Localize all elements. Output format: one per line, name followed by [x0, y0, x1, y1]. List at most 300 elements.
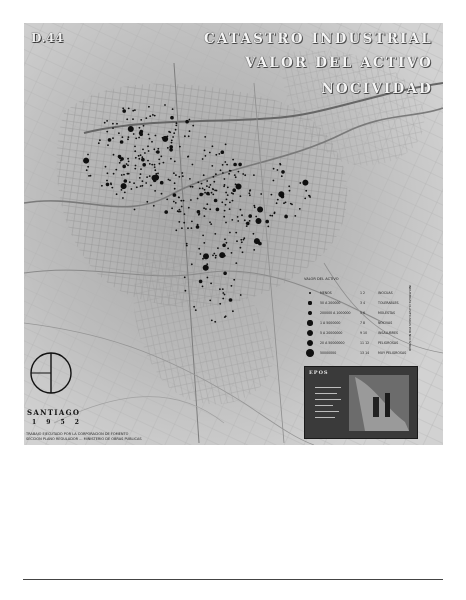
factory-dot: [128, 108, 130, 110]
legend-label: MOLESTAS: [378, 311, 395, 315]
factory-dot: [238, 171, 240, 173]
north-arrow-icon: [28, 350, 74, 396]
factory-dot: [147, 145, 149, 147]
factory-dot: [199, 188, 201, 190]
map-plate: [24, 23, 443, 445]
factory-dot: [167, 147, 169, 149]
credit-line-1: TRABAJO EJECUTADO POR LA CORPORACION DE FOMENTO: [26, 432, 129, 436]
legend-row: [304, 339, 424, 348]
legend-dot-icon: [308, 301, 311, 304]
legend-class: 9 10: [360, 331, 368, 335]
factory-dot: [215, 154, 217, 156]
factory-dot: [185, 120, 189, 124]
legend-label: INOCUAS: [378, 291, 393, 295]
inset-map: [304, 366, 418, 439]
factory-dot: [171, 140, 173, 142]
credit-line-2: SECCION PLANO REGULADOR ... MINISTERIO DE OBRAS PUBLICAS: [26, 437, 142, 441]
factory-dot: [135, 165, 137, 167]
factory-dot: [184, 135, 186, 137]
factory-dot: [249, 190, 251, 192]
factory-dot: [136, 186, 138, 188]
factory-dot: [106, 120, 108, 122]
factory-dot: [236, 240, 238, 242]
page-rule: [23, 579, 443, 580]
factory-dot: [107, 144, 109, 146]
factory-dot: [202, 193, 204, 195]
factory-dot: [302, 180, 308, 186]
factory-dot: [205, 208, 207, 210]
factory-dot: [174, 161, 176, 163]
factory-dot: [201, 183, 203, 185]
factory-dot: [127, 173, 129, 175]
factory-dot: [190, 186, 192, 188]
factory-dot: [142, 149, 144, 151]
factory-dot: [134, 168, 136, 170]
factory-dot: [153, 148, 155, 150]
factory-dot: [213, 253, 215, 255]
factory-dot: [229, 208, 231, 210]
factory-dot: [140, 168, 142, 170]
legend-class: 5 6: [360, 311, 366, 315]
factory-dot: [215, 173, 217, 175]
factory-dot: [120, 140, 124, 144]
factory-dot: [182, 175, 184, 177]
factory-dot: [253, 249, 255, 251]
factory-dot: [122, 165, 126, 169]
factory-dot: [175, 229, 177, 231]
factory-dot: [253, 174, 255, 176]
factory-dot: [283, 202, 285, 204]
factory-dot: [227, 248, 229, 250]
factory-dot: [169, 179, 171, 181]
factory-dot: [180, 211, 182, 213]
factory-dot: [235, 183, 237, 185]
factory-dot: [206, 180, 208, 182]
factory-dot: [111, 187, 113, 189]
factory-dot: [164, 104, 166, 106]
factory-dot: [173, 193, 177, 197]
factory-dot: [196, 225, 200, 229]
factory-dot: [106, 180, 108, 182]
factory-dot: [281, 170, 285, 174]
legend-label: TOLERABLES: [378, 301, 399, 305]
factory-dot: [281, 175, 283, 177]
factory-dot: [232, 193, 234, 195]
legend-row: [304, 319, 424, 328]
factory-dot: [106, 183, 110, 187]
factory-dot: [124, 192, 126, 194]
factory-dot: [273, 180, 275, 182]
factory-dot: [225, 222, 227, 224]
factory-dot: [229, 202, 231, 204]
factory-dot: [309, 196, 311, 198]
factory-dot: [215, 255, 217, 257]
legend-label: PELIGROSAS: [378, 341, 399, 345]
legend-row: [304, 329, 424, 338]
factory-dot: [175, 174, 177, 176]
factory-dot: [134, 150, 136, 152]
factory-dot: [208, 194, 210, 196]
factory-dot: [171, 142, 173, 144]
factory-dot: [178, 176, 180, 178]
factory-dot: [186, 243, 188, 245]
factory-dot: [224, 294, 226, 296]
factory-dot: [280, 164, 282, 166]
plate-number: D.44: [31, 31, 64, 45]
legend-class: 1 2: [360, 291, 366, 295]
factory-dot: [191, 227, 193, 229]
factory-dot: [151, 164, 153, 166]
factory-dot: [181, 172, 183, 174]
factory-dot: [153, 205, 155, 207]
factory-dot: [225, 192, 227, 194]
factory-dot: [122, 197, 124, 199]
factory-dot: [191, 263, 193, 265]
factory-dot: [155, 173, 157, 175]
factory-dot: [240, 209, 242, 211]
factory-dot: [240, 247, 242, 249]
factory-dot: [118, 132, 120, 134]
factory-dot: [161, 193, 163, 195]
factory-dot: [289, 190, 291, 192]
legend-class: 11 12: [360, 341, 370, 345]
factory-dot: [113, 173, 115, 175]
factory-dot: [101, 185, 103, 187]
factory-dot: [203, 265, 209, 271]
factory-dot: [242, 251, 244, 253]
factory-dot: [189, 130, 191, 132]
factory-dot: [113, 154, 115, 156]
factory-dot: [197, 224, 199, 226]
factory-dot: [163, 162, 165, 164]
factory-dot: [260, 193, 262, 195]
factory-dot: [232, 159, 234, 161]
factory-dot: [154, 169, 156, 171]
factory-dot: [210, 283, 212, 285]
factory-dot: [276, 202, 278, 204]
map-title-line-3: NOCIVIDAD: [321, 81, 433, 97]
factory-dot: [224, 161, 226, 163]
factory-dot: [199, 213, 201, 215]
factory-dot: [180, 200, 182, 202]
legend-value: 20 A 50000000: [320, 341, 345, 345]
factory-dot: [176, 122, 178, 124]
factory-dot: [209, 221, 211, 223]
factory-dot: [157, 148, 159, 150]
factory-dot: [211, 320, 213, 322]
factory-dot: [235, 176, 237, 178]
factory-dot: [213, 176, 215, 178]
factory-dot: [203, 174, 205, 176]
factory-dot: [231, 252, 233, 254]
factory-dot: [234, 174, 236, 176]
factory-dot: [131, 188, 133, 190]
factory-dot: [242, 173, 244, 175]
factory-dot: [226, 199, 228, 201]
factory-dot: [149, 138, 151, 140]
factory-dot: [121, 174, 123, 176]
factory-dot: [189, 119, 191, 121]
factory-dot: [164, 210, 168, 214]
factory-dot: [186, 245, 188, 247]
factory-dot: [122, 136, 124, 138]
factory-dot: [271, 194, 273, 196]
factory-dot: [126, 118, 128, 120]
factory-dot: [154, 190, 156, 192]
factory-dot: [138, 158, 140, 160]
factory-dot: [229, 298, 233, 302]
factory-dot: [273, 168, 275, 170]
factory-dot: [214, 321, 216, 323]
factory-dot: [244, 174, 246, 176]
factory-dot: [134, 109, 136, 111]
factory-dot: [170, 158, 172, 160]
factory-dot: [129, 181, 131, 183]
factory-dot: [141, 156, 143, 158]
factory-dot: [235, 262, 237, 264]
factory-dot: [241, 241, 243, 243]
factory-dot: [138, 155, 140, 157]
factory-dot: [218, 153, 220, 155]
legend-label: MUY PELIGROSAS: [378, 351, 407, 355]
factory-dot: [219, 303, 221, 305]
factory-dot: [216, 208, 220, 212]
factory-dot: [99, 139, 101, 141]
factory-dot: [222, 288, 224, 290]
factory-dot: [222, 244, 226, 248]
factory-dot: [104, 122, 106, 124]
factory-dot: [134, 209, 136, 211]
factory-dot: [127, 158, 129, 160]
factory-dot: [166, 199, 168, 201]
factory-dot: [145, 182, 147, 184]
legend-dot-icon: [309, 292, 311, 294]
factory-dot: [112, 137, 114, 139]
factory-dot: [115, 169, 117, 171]
factory-dot: [112, 127, 114, 129]
factory-dot: [248, 192, 250, 194]
factory-dot: [249, 220, 251, 222]
factory-dot: [172, 136, 174, 138]
factory-dot: [199, 280, 203, 284]
factory-dot: [214, 233, 216, 235]
factory-dot: [175, 125, 177, 127]
legend-value: 5 A 20000000: [320, 331, 343, 335]
factory-dot: [227, 194, 229, 196]
factory-dot: [217, 247, 219, 249]
factory-dot: [88, 175, 90, 177]
factory-dot: [208, 186, 210, 188]
year-label: 1 9 5 2: [32, 419, 83, 426]
factory-dot: [294, 215, 296, 217]
factory-dot: [143, 125, 145, 127]
factory-dot: [140, 173, 142, 175]
factory-dot: [142, 185, 144, 187]
factory-dot: [231, 219, 233, 221]
factory-dot: [224, 316, 226, 318]
factory-dot: [175, 202, 177, 204]
factory-dot: [240, 239, 242, 241]
factory-dot: [215, 257, 217, 259]
factory-dot: [148, 150, 150, 152]
map-title-line-1: CATASTRO INDUSTRIAL: [204, 31, 433, 47]
factory-dot: [119, 162, 121, 164]
factory-dot: [240, 195, 242, 197]
factory-dot: [271, 215, 273, 217]
factory-dot: [105, 166, 107, 168]
city-label: SANTIAGO: [27, 408, 81, 417]
factory-dot: [224, 210, 226, 212]
factory-dot: [192, 164, 194, 166]
factory-dot: [168, 179, 170, 181]
factory-dot: [184, 213, 186, 215]
factory-dot: [128, 136, 130, 138]
factory-dot: [183, 200, 185, 202]
factory-dot: [235, 232, 237, 234]
factory-dot: [139, 131, 143, 135]
factory-dot: [238, 163, 242, 167]
factory-dot: [304, 198, 306, 200]
legend-dot-icon: [306, 349, 314, 357]
factory-dot: [140, 119, 142, 121]
factory-dot: [126, 163, 128, 165]
factory-dot: [122, 109, 126, 113]
factory-dot: [107, 172, 109, 174]
factory-dot: [148, 106, 150, 108]
factory-dot: [233, 163, 237, 167]
factory-dot: [169, 145, 173, 149]
factory-dot: [224, 255, 226, 257]
legend-dot-icon: [307, 330, 313, 336]
factory-dot: [222, 292, 224, 294]
factory-dot: [149, 175, 151, 177]
legend-value: 50 A 200000: [320, 301, 341, 305]
factory-dot: [147, 160, 149, 162]
factory-dot: [229, 232, 231, 234]
legend-dot-icon: [307, 320, 312, 325]
factory-dot: [299, 182, 301, 184]
factory-dot: [204, 136, 206, 138]
factory-dot: [243, 237, 245, 239]
factory-dot: [197, 198, 199, 200]
factory-dot: [224, 238, 226, 240]
legend-dot-icon: [308, 311, 312, 315]
legend-heading: VALOR DEL ACTIVO: [304, 277, 339, 281]
factory-dot: [249, 194, 251, 196]
factory-dot: [108, 138, 112, 142]
factory-dot: [204, 192, 206, 194]
factory-dot: [133, 182, 135, 184]
factory-dot: [142, 163, 146, 167]
factory-dot: [200, 253, 202, 255]
legend-label: INSALUBRES: [378, 331, 398, 335]
factory-dot: [237, 220, 239, 222]
factory-dot: [106, 131, 108, 133]
factory-dot: [204, 189, 206, 191]
factory-dot: [246, 225, 248, 227]
legend-value: 50000000: [320, 351, 337, 355]
factory-dot: [248, 214, 252, 218]
factory-dot: [221, 150, 225, 154]
factory-dot: [149, 115, 151, 117]
factory-dot: [148, 134, 150, 136]
factory-dot: [209, 152, 211, 154]
factory-dot: [232, 310, 234, 312]
factory-dot: [288, 185, 290, 187]
factory-dot: [127, 164, 129, 166]
factory-dot: [211, 192, 213, 194]
factory-dot: [150, 185, 152, 187]
factory-dot: [190, 199, 192, 201]
legend-label: NOCIVAS: [378, 321, 393, 325]
factory-dot: [175, 129, 177, 131]
factory-dot: [240, 294, 242, 296]
factory-dot: [187, 156, 189, 158]
factory-dot: [231, 285, 233, 287]
factory-dot: [202, 188, 204, 190]
factory-dot: [222, 164, 224, 166]
legend-row: [304, 349, 424, 358]
factory-dot: [214, 190, 216, 192]
factory-dot: [167, 136, 169, 138]
factory-dot: [179, 209, 181, 211]
factory-dot: [174, 188, 176, 190]
factory-dot: [291, 204, 293, 206]
factory-dot: [246, 222, 250, 226]
factory-dot: [188, 135, 190, 137]
factory-dot: [206, 203, 208, 205]
factory-dot: [233, 279, 235, 281]
inset-graphic: [305, 367, 417, 438]
factory-dot: [202, 158, 204, 160]
factory-dot: [140, 185, 142, 187]
factory-dot: [223, 216, 225, 218]
factory-dot: [219, 288, 221, 290]
factory-dot: [257, 207, 263, 213]
factory-dot: [254, 207, 256, 209]
factory-dot: [195, 309, 197, 311]
factory-dot: [212, 188, 214, 190]
factory-dot: [228, 173, 230, 175]
factory-dot: [112, 123, 114, 125]
factory-dot: [154, 166, 156, 168]
factory-dot: [121, 189, 123, 191]
factory-dot: [212, 145, 214, 147]
legend-side-caption: INDUSTRIAS CLASIFICADAS POR NOCIVIDAD: [408, 285, 412, 352]
factory-dot: [277, 169, 279, 171]
factory-dot: [204, 215, 206, 217]
factory-dot: [212, 194, 214, 196]
factory-dot: [174, 182, 176, 184]
factory-dot: [152, 114, 154, 116]
factory-dot: [207, 277, 209, 279]
factory-dot: [226, 242, 228, 244]
legend-class: 13 14: [360, 351, 370, 355]
factory-dot: [138, 137, 140, 139]
factory-dot: [209, 300, 211, 302]
legend-class: 7 8: [360, 321, 366, 325]
legend-class: 3 4: [360, 301, 366, 305]
factory-dot: [87, 166, 89, 168]
factory-dot: [203, 242, 205, 244]
factory-dot: [181, 227, 183, 229]
factory-dot: [222, 172, 224, 174]
factory-dot: [179, 146, 181, 148]
factory-dot: [133, 133, 135, 135]
factory-dot: [189, 178, 191, 180]
factory-dot: [116, 123, 118, 125]
factory-dot: [141, 158, 145, 162]
